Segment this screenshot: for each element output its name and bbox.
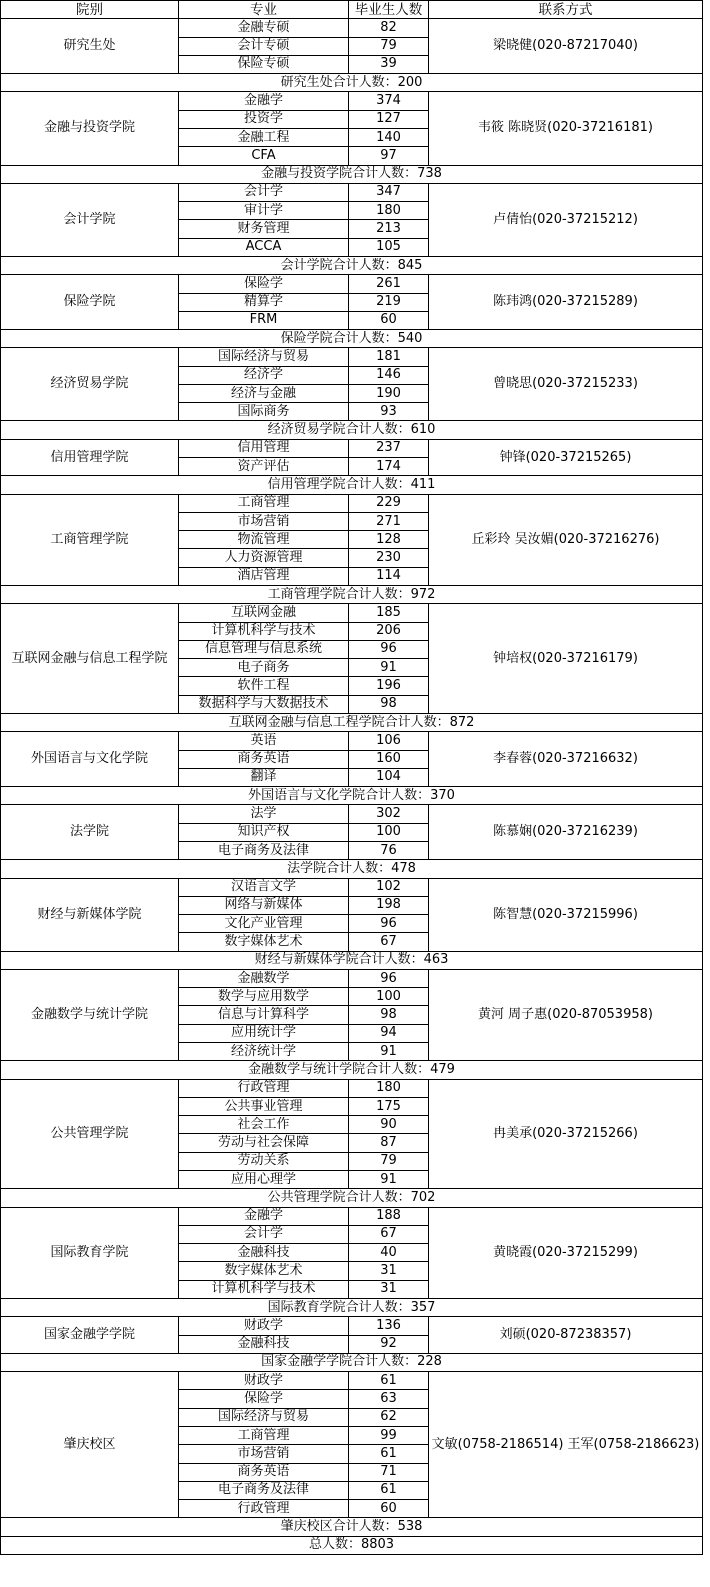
major-name: 计算机科学与技术 <box>179 622 349 640</box>
major-name: 物流管理 <box>179 531 349 549</box>
graduate-count: 90 <box>349 1116 429 1134</box>
graduate-count: 106 <box>349 732 429 750</box>
header-college: 院别 <box>1 1 179 19</box>
college-name: 保险学院 <box>1 275 179 330</box>
graduate-count: 160 <box>349 750 429 768</box>
major-row <box>1 1317 703 1335</box>
major-name: 商务英语 <box>179 750 349 768</box>
graduate-count: 63 <box>349 1390 429 1408</box>
major-row <box>1 494 703 512</box>
major-name: 商务英语 <box>179 1463 349 1481</box>
graduate-count: 79 <box>349 1152 429 1170</box>
college-name: 工商管理学院 <box>1 494 179 585</box>
graduate-count: 98 <box>349 695 429 713</box>
college-subtotal: 金融与投资学院合计人数：738 <box>1 165 703 183</box>
major-name: 市场营销 <box>179 512 349 530</box>
major-name: 财务管理 <box>179 220 349 238</box>
college-contact: 冉美承(020-37215266) <box>429 1079 703 1189</box>
college-name: 金融与投资学院 <box>1 92 179 165</box>
graduate-count: 96 <box>349 915 429 933</box>
subtotal-row <box>1 476 703 494</box>
college-name: 外国语言与文化学院 <box>1 732 179 787</box>
major-name: 经济统计学 <box>179 1043 349 1061</box>
college-name: 研究生处 <box>1 19 179 74</box>
graduate-count: 79 <box>349 37 429 55</box>
college-contact: 钟锋(020-37215265) <box>429 439 703 476</box>
graduate-count: 31 <box>349 1262 429 1280</box>
major-name: 资产评估 <box>179 458 349 476</box>
college-contact: 刘硕(020-87238357) <box>429 1317 703 1354</box>
graduate-count: 76 <box>349 841 429 859</box>
college-contact: 陈智慧(020-37215996) <box>429 878 703 951</box>
major-name: 会计学 <box>179 1225 349 1243</box>
major-row <box>1 1207 703 1225</box>
graduate-count: 61 <box>349 1481 429 1499</box>
graduate-count: 174 <box>349 458 429 476</box>
graduate-count: 198 <box>349 896 429 914</box>
graduate-count: 91 <box>349 659 429 677</box>
graduate-count: 146 <box>349 366 429 384</box>
graduate-count: 180 <box>349 202 429 220</box>
graduate-count: 127 <box>349 110 429 128</box>
grand-total: 总人数：8803 <box>1 1536 703 1554</box>
major-name: 网络与新媒体 <box>179 896 349 914</box>
graduate-count: 237 <box>349 439 429 457</box>
major-name: 精算学 <box>179 293 349 311</box>
college-subtotal: 研究生处合计人数：200 <box>1 74 703 92</box>
graduate-count: 230 <box>349 549 429 567</box>
major-name: 投资学 <box>179 110 349 128</box>
graduate-count: 100 <box>349 988 429 1006</box>
college-subtotal: 信用管理学院合计人数：411 <box>1 476 703 494</box>
subtotal-row <box>1 1353 703 1371</box>
major-name: 汉语言文学 <box>179 878 349 896</box>
graduate-count: 99 <box>349 1426 429 1444</box>
major-name: 行政管理 <box>179 1500 349 1518</box>
major-name: 金融数学 <box>179 969 349 987</box>
graduate-count: 104 <box>349 768 429 786</box>
major-name: 金融科技 <box>179 1244 349 1262</box>
college-name: 公共管理学院 <box>1 1079 179 1189</box>
graduate-count: 61 <box>349 1445 429 1463</box>
major-name: 人力资源管理 <box>179 549 349 567</box>
header-contact: 联系方式 <box>429 1 703 19</box>
graduate-count: 91 <box>349 1043 429 1061</box>
major-name: 计算机科学与技术 <box>179 1280 349 1298</box>
major-name: 数学与应用数学 <box>179 988 349 1006</box>
major-name: CFA <box>179 147 349 165</box>
major-row <box>1 878 703 896</box>
major-name: 数据科学与大数据技术 <box>179 695 349 713</box>
major-row <box>1 275 703 293</box>
graduate-count: 94 <box>349 1024 429 1042</box>
college-contact: 陈玮鸿(020-37215289) <box>429 275 703 330</box>
graduate-count: 105 <box>349 238 429 256</box>
college-contact: 陈慕娴(020-37216239) <box>429 805 703 860</box>
college-name: 金融数学与统计学院 <box>1 969 179 1060</box>
major-name: 国际经济与贸易 <box>179 348 349 366</box>
college-name: 经济贸易学院 <box>1 348 179 421</box>
college-name: 信用管理学院 <box>1 439 179 476</box>
subtotal-row <box>1 586 703 604</box>
college-name: 国家金融学学院 <box>1 1317 179 1354</box>
college-subtotal: 互联网金融与信息工程学院合计人数：872 <box>1 713 703 731</box>
major-name: FRM <box>179 311 349 329</box>
major-row <box>1 92 703 110</box>
header-major: 专业 <box>179 1 349 19</box>
college-contact: 卢倩怡(020-37215212) <box>429 183 703 256</box>
college-subtotal: 肇庆校区合计人数：538 <box>1 1518 703 1536</box>
subtotal-row <box>1 1189 703 1207</box>
major-name: 应用心理学 <box>179 1171 349 1189</box>
major-name: 金融学 <box>179 1207 349 1225</box>
college-contact: 李春蓉(020-37216632) <box>429 732 703 787</box>
graduate-count: 140 <box>349 128 429 146</box>
major-name: 保险学 <box>179 1390 349 1408</box>
college-subtotal: 国际教育学院合计人数：357 <box>1 1298 703 1316</box>
graduate-count: 185 <box>349 604 429 622</box>
major-name: 会计专硕 <box>179 37 349 55</box>
college-contact: 韦筱 陈晓贤(020-37216181) <box>429 92 703 165</box>
major-name: 信息与计算科学 <box>179 1006 349 1024</box>
major-row <box>1 439 703 457</box>
subtotal-row <box>1 165 703 183</box>
graduate-count: 196 <box>349 677 429 695</box>
graduate-count: 61 <box>349 1372 429 1390</box>
college-subtotal: 工商管理学院合计人数：972 <box>1 586 703 604</box>
graduate-count: 60 <box>349 311 429 329</box>
subtotal-row <box>1 860 703 878</box>
header-count: 毕业生人数 <box>349 1 429 19</box>
major-name: 信息管理与信息系统 <box>179 640 349 658</box>
major-name: 工商管理 <box>179 494 349 512</box>
major-row <box>1 183 703 201</box>
major-name: 数字媒体艺术 <box>179 933 349 951</box>
header-row <box>1 1 703 19</box>
major-name: 国际商务 <box>179 403 349 421</box>
major-name: ACCA <box>179 238 349 256</box>
major-row <box>1 805 703 823</box>
major-name: 酒店管理 <box>179 567 349 585</box>
major-name: 知识产权 <box>179 823 349 841</box>
college-contact: 钟培权(020-37216179) <box>429 604 703 714</box>
graduate-count: 31 <box>349 1280 429 1298</box>
major-name: 金融工程 <box>179 128 349 146</box>
major-row <box>1 19 703 37</box>
college-subtotal: 外国语言与文化学院合计人数：370 <box>1 787 703 805</box>
subtotal-row <box>1 256 703 274</box>
college-name: 法学院 <box>1 805 179 860</box>
major-name: 社会工作 <box>179 1116 349 1134</box>
major-name: 工商管理 <box>179 1426 349 1444</box>
graduate-count: 60 <box>349 1500 429 1518</box>
major-name: 会计学 <box>179 183 349 201</box>
major-name: 金融专硕 <box>179 19 349 37</box>
subtotal-row <box>1 951 703 969</box>
graduate-count: 100 <box>349 823 429 841</box>
college-contact: 黄河 周子惠(020-87053958) <box>429 969 703 1060</box>
graduate-count: 128 <box>349 531 429 549</box>
graduate-count: 175 <box>349 1097 429 1115</box>
major-name: 保险专硕 <box>179 55 349 73</box>
major-name: 法学 <box>179 805 349 823</box>
major-row <box>1 1079 703 1097</box>
major-name: 保险学 <box>179 275 349 293</box>
college-contact: 黄晓霞(020-37215299) <box>429 1207 703 1298</box>
major-name: 劳动与社会保障 <box>179 1134 349 1152</box>
graduate-count: 97 <box>349 147 429 165</box>
subtotal-row <box>1 330 703 348</box>
graduate-count: 261 <box>349 275 429 293</box>
graduate-count: 213 <box>349 220 429 238</box>
college-name: 互联网金融与信息工程学院 <box>1 604 179 714</box>
college-subtotal: 保险学院合计人数：540 <box>1 330 703 348</box>
major-name: 经济学 <box>179 366 349 384</box>
major-row <box>1 604 703 622</box>
graduate-count: 302 <box>349 805 429 823</box>
subtotal-row <box>1 74 703 92</box>
graduate-count: 96 <box>349 640 429 658</box>
major-name: 文化产业管理 <box>179 915 349 933</box>
graduate-count: 180 <box>349 1079 429 1097</box>
major-name: 英语 <box>179 732 349 750</box>
graduate-count: 96 <box>349 969 429 987</box>
graduate-count: 188 <box>349 1207 429 1225</box>
subtotal-row <box>1 1298 703 1316</box>
graduate-count: 374 <box>349 92 429 110</box>
major-name: 信用管理 <box>179 439 349 457</box>
college-subtotal: 法学院合计人数：478 <box>1 860 703 878</box>
college-contact: 梁晓健(020-87217040) <box>429 19 703 74</box>
graduate-count: 114 <box>349 567 429 585</box>
college-name: 国际教育学院 <box>1 1207 179 1298</box>
major-name: 公共事业管理 <box>179 1097 349 1115</box>
graduate-count: 91 <box>349 1171 429 1189</box>
graduate-count: 271 <box>349 512 429 530</box>
major-name: 翻译 <box>179 768 349 786</box>
graduate-count: 87 <box>349 1134 429 1152</box>
major-name: 审计学 <box>179 202 349 220</box>
major-name: 电子商务及法律 <box>179 841 349 859</box>
graduate-count: 93 <box>349 403 429 421</box>
major-row <box>1 969 703 987</box>
graduate-count: 98 <box>349 1006 429 1024</box>
college-subtotal: 经济贸易学院合计人数：610 <box>1 421 703 439</box>
college-subtotal: 国家金融学学院合计人数：228 <box>1 1353 703 1371</box>
graduate-count: 136 <box>349 1317 429 1335</box>
college-contact: 文敏(0758-2186514) 王军(0758-2186623) <box>429 1372 703 1518</box>
college-contact: 丘彩玲 吴汝媚(020-37216276) <box>429 494 703 585</box>
graduate-count: 229 <box>349 494 429 512</box>
college-subtotal: 公共管理学院合计人数：702 <box>1 1189 703 1207</box>
major-name: 互联网金融 <box>179 604 349 622</box>
graduate-count: 82 <box>349 19 429 37</box>
graduate-count: 181 <box>349 348 429 366</box>
graduate-count: 206 <box>349 622 429 640</box>
graduate-count: 219 <box>349 293 429 311</box>
college-name: 会计学院 <box>1 183 179 256</box>
college-subtotal: 财经与新媒体学院合计人数：463 <box>1 951 703 969</box>
major-row <box>1 1372 703 1390</box>
major-name: 金融学 <box>179 92 349 110</box>
major-name: 行政管理 <box>179 1079 349 1097</box>
college-subtotal: 金融数学与统计学院合计人数：479 <box>1 1061 703 1079</box>
graduate-count: 92 <box>349 1335 429 1353</box>
grand-total-row <box>1 1536 703 1554</box>
subtotal-row <box>1 713 703 731</box>
subtotal-row <box>1 1518 703 1536</box>
subtotal-row <box>1 1061 703 1079</box>
major-name: 金融科技 <box>179 1335 349 1353</box>
college-name: 财经与新媒体学院 <box>1 878 179 951</box>
graduate-count: 62 <box>349 1408 429 1426</box>
major-name: 市场营销 <box>179 1445 349 1463</box>
major-name: 经济与金融 <box>179 384 349 402</box>
graduate-count: 40 <box>349 1244 429 1262</box>
major-name: 国际经济与贸易 <box>179 1408 349 1426</box>
graduate-count: 190 <box>349 384 429 402</box>
major-name: 财政学 <box>179 1317 349 1335</box>
major-row <box>1 732 703 750</box>
major-name: 电子商务及法律 <box>179 1481 349 1499</box>
major-name: 财政学 <box>179 1372 349 1390</box>
graduate-count: 347 <box>349 183 429 201</box>
college-contact: 曾晓思(020-37215233) <box>429 348 703 421</box>
college-name: 肇庆校区 <box>1 1372 179 1518</box>
major-name: 软件工程 <box>179 677 349 695</box>
college-subtotal: 会计学院合计人数：845 <box>1 256 703 274</box>
major-name: 电子商务 <box>179 659 349 677</box>
graduate-count: 67 <box>349 1225 429 1243</box>
major-name: 应用统计学 <box>179 1024 349 1042</box>
graduate-count: 39 <box>349 55 429 73</box>
major-name: 数字媒体艺术 <box>179 1262 349 1280</box>
major-name: 劳动关系 <box>179 1152 349 1170</box>
subtotal-row <box>1 787 703 805</box>
graduate-count: 102 <box>349 878 429 896</box>
graduate-count: 67 <box>349 933 429 951</box>
subtotal-row <box>1 421 703 439</box>
graduate-count: 71 <box>349 1463 429 1481</box>
major-row <box>1 348 703 366</box>
